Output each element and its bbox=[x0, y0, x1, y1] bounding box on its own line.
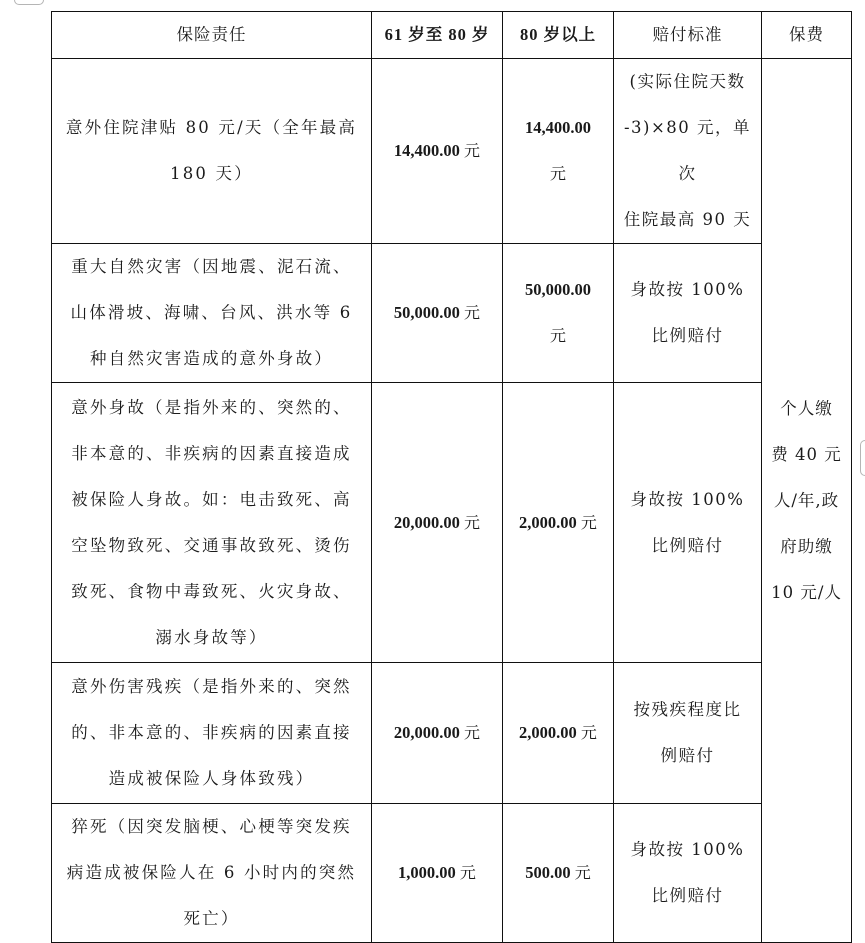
insurance-coverage-table bbox=[51, 11, 852, 943]
amount-80-plus-cell: 50,000.00 元 bbox=[503, 244, 614, 383]
amount-80-plus-cell: 500.00 元 bbox=[503, 804, 614, 943]
amount-61-80-cell: 1,000.00 元 bbox=[372, 804, 503, 943]
coverage-cell: 意外伤害残疾（是指外来的、突然 的、非本意的、非疾病的因素直接 造成被保险人身体致残） bbox=[52, 663, 372, 804]
coverage-cell: 重大自然灾害（因地震、泥石流、 山体滑坡、海啸、台风、洪水等 6 种自然灾害造成的意外身故） bbox=[52, 244, 372, 383]
amount-80-plus-cell: 2,000.00 元 bbox=[503, 383, 614, 663]
table-row bbox=[52, 244, 852, 383]
standard-cell: 身故按 100% 比例赔付 bbox=[614, 244, 762, 383]
scroll-tab-top bbox=[14, 0, 44, 5]
header-coverage: 保险责任 bbox=[52, 12, 372, 59]
coverage-cell: 意外住院津贴 80 元/天（全年最高 180 天） bbox=[52, 59, 372, 244]
header-age-80-plus: 80 岁以上 bbox=[503, 12, 614, 59]
standard-cell: 身故按 100% 比例赔付 bbox=[614, 383, 762, 663]
amount-61-80-cell: 20,000.00 元 bbox=[372, 663, 503, 804]
standard-cell: 身故按 100% 比例赔付 bbox=[614, 804, 762, 943]
coverage-cell: 猝死（因突发脑梗、心梗等突发疾 病造成被保险人在 6 小时内的突然 死亡） bbox=[52, 804, 372, 943]
table-row bbox=[52, 663, 852, 804]
amount-61-80-cell: 14,400.00 元 bbox=[372, 59, 503, 244]
table-row bbox=[52, 383, 852, 663]
standard-cell: (实际住院天数 -3)×80 元，单次 住院最高 90 天 bbox=[614, 59, 762, 244]
table-row bbox=[52, 804, 852, 943]
header-age-61-80: 61 岁至 80 岁 bbox=[372, 12, 503, 59]
standard-cell: 按残疾程度比 例赔付 bbox=[614, 663, 762, 804]
table-row bbox=[52, 59, 852, 244]
amount-80-plus-cell: 14,400.00 元 bbox=[503, 59, 614, 244]
premium-cell: 个人缴 费 40 元 人/年,政 府助缴 10 元/人 bbox=[762, 59, 852, 943]
header-premium: 保费 bbox=[762, 12, 852, 59]
header-row bbox=[52, 12, 852, 59]
amount-61-80-cell: 20,000.00 元 bbox=[372, 383, 503, 663]
amount-61-80-cell: 50,000.00 元 bbox=[372, 244, 503, 383]
header-standard: 赔付标准 bbox=[614, 12, 762, 59]
scroll-tab-side bbox=[860, 440, 865, 476]
amount-80-plus-cell: 2,000.00 元 bbox=[503, 663, 614, 804]
coverage-cell: 意外身故（是指外来的、突然的、 非本意的、非疾病的因素直接造成 被保险人身故。如：电击致死、高 空坠物致死、交通事故致死、烫伤 致死、食物中毒致死、火灾身故、 溺水身故等） bbox=[52, 383, 372, 663]
